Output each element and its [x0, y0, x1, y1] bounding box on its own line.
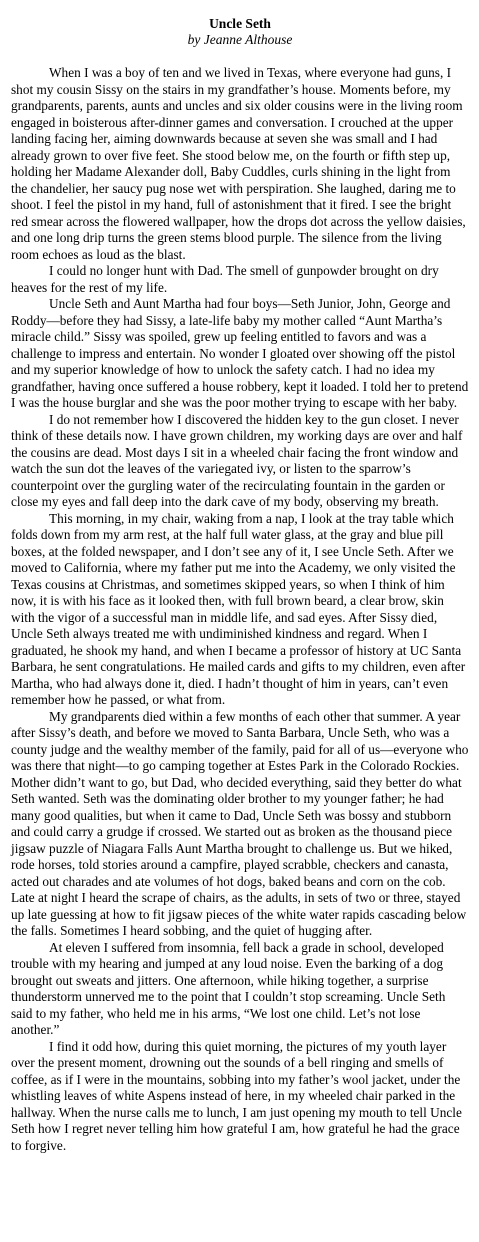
author-byline: by Jeanne Althouse	[187, 32, 293, 47]
paragraph: At eleven I suffered from insomnia, fell back a grade in school, developed trouble with my hearing and jumped at any loud noise. Even the barking of a dog brought out sweats and jitters. One afternoon, while hiking together, a surprise thunderstorm unnerved me to the point that I couldn’t stop screaming. Uncle Seth said to my father, who held me in his arms, “We lost one child. Let’s not lose another.”	[11, 939, 446, 1037]
paragraph: My grandparents died within a few months of each other that summer. A year after Sissy’s death, and before we moved to Santa Barbara, Uncle Seth, who was a county judge and the wealthy member of the family, paid for all of us—everyone who was there that night—to go camping together at Estes Park in the Colorado Rockies. Mother didn’t want to go, but Dad, who decided everything, said they better do what Seth wanted. Seth was the dominating older brother to my younger father; he had many good qualities, but when it came to Dad, Uncle Seth was bossy and stubborn and could carry a grudge if crossed. We started out as broken as the thousand piece jigsaw puzzle of Niagara Falls Aunt Martha brought to challenge us. But we hiked, rode horses, told stories around a campfire, played scrabble, checkers and canasta, acted out charades and ate volumes of hot dogs, baked beans and corn on the cob. Late at night I heard the scrape of chairs, as the adults, in sets of two or three, stayed up late guessing at how to fit jigsaw pieces of the white water rapids cascading below the falls. Sometimes I heard sobbing, and the quiet of hugging after.	[11, 708, 469, 938]
story-title: Uncle Seth	[209, 16, 271, 31]
paragraph: When I was a boy of ten and we lived in Texas, where everyone had guns, I shot my cousin Sissy on the stairs in my grandfather’s house. Moments before, my grandparents, parents, aunts and uncles and six older cousins were in the living room engaged in boisterous after-dinner games and conversation. I crouched at the upper landing facing her, aiming downwards because at seven she was small and I had already grown to over five feet. She stood below me, on the fourth or fifth step up, holding her Madame Alexander doll, Baby Cuddles, curls shining in the light from the chandelier, her saucy pug nose wet with perspiration. She laughed, daring me to shoot. I feel the pistol in my hand, full of astonishment that it fired. I see the bright red smear across the flowered wallpaper, how the drops dot across the yellow daisies, and one long drip turns the green stems blood purple. The silence from the living room echoes as loud as the blast.	[11, 65, 466, 262]
paragraph: Uncle Seth and Aunt Martha had four boys—Seth Junior, John, George and Roddy—before they had Sissy, a late-life baby my mother called “Aunt Martha’s miracle child.” Sissy was spoiled, grew up feeling entitled to favors and was a challenge to impress and entertain. No wonder I gloated over showing off the pistol and my superior knowledge of how to unlock the safety catch. I had no idea my grandfather, having once suffered a house robbery, kept it loaded. I told her to pretend I was the house burglar and she was the poor mother trying to escape with her baby.	[11, 296, 469, 410]
paragraph: I could no longer hunt with Dad. The smell of gunpowder brought on dry heaves for the rest of my life.	[11, 263, 439, 295]
paragraph: This morning, in my chair, waking from a nap, I look at the tray table which folds down from my arm rest, at the half full water glass, at the gray and blue pill boxes, at the folded newspaper, and I don’t see any of it, I see Uncle Seth. After we moved to California, where my father put me into the Academy, we only visited the Texas cousins at Christmas, and sometimes skipped years, so when I think of him now, it is with his face as it looked then, with full brown beard, a clear brow, skin with the vigor of a successful man in middle life, and sad eyes. After Sissy died, Uncle Seth always treated me with undiminished kindness and regard. When I graduated, he shook my hand, and when I became a professor of history at UC Santa Barbara, he sent congratulations. He mailed cards and gifts to my children, even after Martha, who had always done it, died. I hadn’t thought of him in years, can’t even remember how he passed, or what from.	[11, 510, 466, 707]
story-body	[11, 65, 469, 1154]
paragraph: I find it odd how, during this quiet morning, the pictures of my youth layer over the present moment, drowning out the sounds of a bell ringing and smells of coffee, as if I were in the mountains, sobbing into my father’s wool jacket, under the whistling leaves of white Aspens instead of here, in my wheeled chair parked in the hallway. When the nurse calls me to lunch, I am just opening my mouth to tell Uncle Seth how I regret never telling him how grateful I am, how grateful he had the grace to forgive.	[11, 1038, 462, 1153]
paragraph: I do not remember how I discovered the hidden key to the gun closet. I never think of these details now. I have grown children, my working days are over and half the cousins are dead. Most days I sit in a wheeled chair facing the front window and watch the sun dot the leaves of the variegated ivy, or listen to the sparrow’s counterpoint over the gurgling water of the recirculating fountain in the garden or close my eyes and fall deep into the dark cave of my body, observing my breath.	[11, 411, 463, 509]
